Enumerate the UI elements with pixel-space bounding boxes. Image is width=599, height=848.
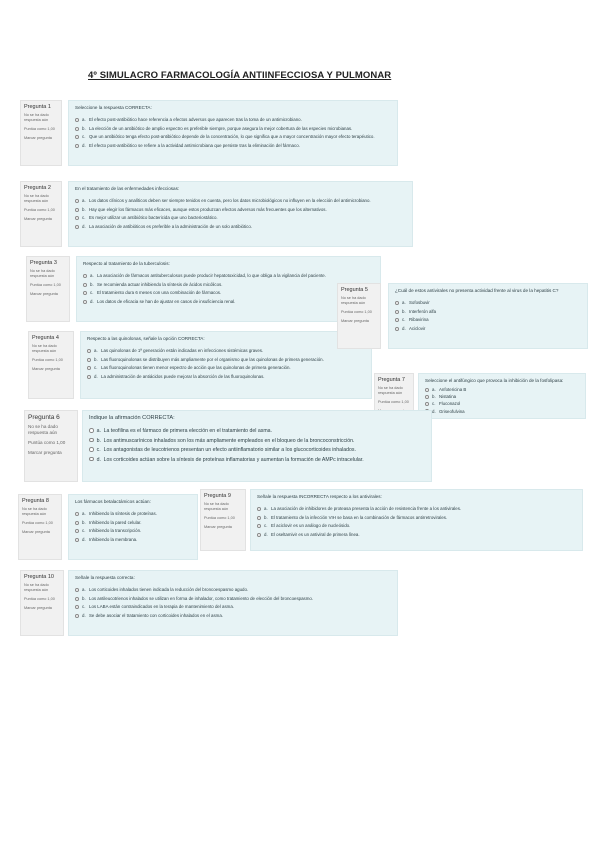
question-info (200, 489, 246, 551)
answer-option-a[interactable]: a. La asociación de inhibidores de proteasa presenta la acción de resistencia frente a los antivirales. (257, 505, 576, 514)
radio-button[interactable] (425, 388, 429, 392)
answer-option-b[interactable]: b. Las fluoroquinolonas se distribuyen más ampliamente por el organismo que las quinolonas de primera generación. (87, 356, 365, 365)
radio-button[interactable] (75, 529, 79, 533)
radio-button[interactable] (75, 521, 79, 525)
question-content (418, 373, 586, 419)
score-text: Puntúa como 1,00 (24, 208, 55, 212)
score-text: Puntúa como 1,00 (28, 440, 66, 445)
flag-question-button[interactable]: Marcar pregunta (24, 217, 52, 221)
question-prompt: Seleccione el antifúngico que provoca la inhibición de la fosfolipasa: (425, 378, 564, 383)
answer-option-c[interactable]: c. Inhibiendo la transcripción. (75, 527, 191, 536)
radio-button[interactable] (83, 283, 87, 287)
question-number: Pregunta 4 (32, 335, 59, 341)
answer-option-a[interactable]: a. Anfotericina B (425, 386, 579, 393)
radio-button[interactable] (75, 118, 79, 122)
question-content (250, 489, 583, 551)
question-prompt: Respecto al tratamiento de la tuberculosis: (83, 261, 170, 266)
question-content (68, 570, 398, 636)
answer-option-c[interactable]: c. Ribavirina (395, 316, 581, 325)
radio-button[interactable] (89, 428, 94, 433)
answer-status: No se ha dado respuesta aún (32, 344, 57, 353)
answer-option-d[interactable]: d. La administración de antiácidos puede mejorar la absorción de las fluoroquinolonas. (87, 373, 365, 382)
answer-option-a[interactable]: a. Inhibiendo la síntesis de proteínas. (75, 510, 191, 519)
flag-question-button[interactable]: Marcar pregunta (341, 319, 369, 323)
question-content (82, 410, 432, 482)
radio-button[interactable] (87, 358, 91, 362)
question-content (68, 494, 198, 560)
radio-button[interactable] (395, 310, 399, 314)
question-content (68, 100, 398, 166)
radio-button[interactable] (75, 605, 79, 609)
radio-button[interactable] (89, 438, 94, 443)
question-info (20, 100, 62, 166)
answer-option-c[interactable]: c. El aciclovir es un análogo de nucleósido. (257, 522, 576, 531)
radio-button[interactable] (395, 301, 399, 305)
question-prompt: Señale la respuesta correcta: (75, 575, 135, 580)
question-info (20, 570, 64, 636)
answer-status: No se ha dado respuesta aún (204, 502, 229, 511)
answer-status: No se ha dado respuesta aún (24, 583, 49, 592)
answer-option-b[interactable]: b. La elección de un antibiótico de amplio espectro es preferible siempre, porque asegura la mejor cobertura de las especies microbianas. (75, 125, 391, 134)
score-text: Puntúa como 1,00 (341, 310, 372, 314)
question-info (24, 410, 78, 482)
radio-button[interactable] (75, 512, 79, 516)
question-content (76, 256, 381, 322)
radio-button[interactable] (75, 144, 79, 148)
question-prompt: ¿Cuál de estos antivirales no presenta actividad frente al virus de la hepatitis C? (395, 288, 559, 293)
question-info (18, 494, 62, 560)
score-text: Puntúa como 1,00 (32, 358, 63, 362)
question-info (20, 181, 62, 247)
answer-option-d[interactable]: d. Griseofulvina (425, 408, 579, 415)
radio-button[interactable] (75, 199, 79, 203)
answer-option-c[interactable]: c. Los LABA están contraindicados en la terapia de mantenimiento del asma. (75, 603, 391, 612)
answer-option-c[interactable]: c. Es mejor utilizar un antibiótico bactericida que uno bacteriostático. (75, 214, 406, 223)
question-number: Pregunta 9 (204, 493, 231, 499)
answer-option-b[interactable]: b. Nistatina (425, 393, 579, 400)
radio-button[interactable] (75, 127, 79, 131)
question-number: Pregunta 5 (341, 287, 368, 293)
radio-button[interactable] (89, 447, 94, 452)
answer-option-a[interactable]: a. La teofilina es el fármaco de primera elección en el tratamiento del asma. (89, 427, 425, 437)
radio-button[interactable] (75, 208, 79, 212)
radio-button[interactable] (87, 366, 91, 370)
answer-option-b[interactable]: b. El tratamiento de la infección VIH se basa en la combinación de fármacos antirretrovirales. (257, 514, 576, 523)
answer-status: No se ha dado respuesta aún (24, 113, 49, 122)
answer-option-b[interactable]: b. Los antimuscarínicos inhalados son los más ampliamente empleados en el bloqueo de la broncoconstricción. (89, 437, 425, 447)
answer-option-c[interactable]: c. Los antagonistas de leucotrienos presentan un efecto antiinflamatorio similar a los glucocorticoides inhalados. (89, 446, 425, 456)
question-info (26, 256, 70, 322)
radio-button[interactable] (257, 507, 261, 511)
answer-status: No se ha dado respuesta aún (378, 386, 403, 395)
radio-button[interactable] (425, 395, 429, 399)
answer-status: No se ha dado respuesta aún (28, 424, 58, 435)
radio-button[interactable] (75, 216, 79, 220)
question-prompt: Indique la afirmación CORRECTA: (89, 415, 175, 421)
score-text: Puntúa como 1,00 (24, 127, 55, 131)
question-number: Pregunta 2 (24, 185, 51, 191)
answer-option-d[interactable]: d. Aciclovir (395, 325, 581, 334)
radio-button[interactable] (425, 402, 429, 406)
question-number: Pregunta 8 (22, 498, 49, 504)
answer-status: No se ha dado respuesta aún (30, 269, 55, 278)
radio-button[interactable] (83, 274, 87, 278)
radio-button[interactable] (75, 588, 79, 592)
question-number: Pregunta 7 (378, 377, 405, 383)
answer-status: No se ha dado respuesta aún (24, 194, 49, 203)
radio-button[interactable] (75, 597, 79, 601)
question-content (68, 181, 413, 247)
answer-option-b[interactable]: b. Se recomienda actuar inhibiendo la síntesis de ácidos micólicos. (83, 281, 374, 290)
answer-option-b[interactable]: b. Hay que elegir los fármacos más eficaces, aunque estos produzcan efectos adversos más frecuentes que los alternativos. (75, 206, 406, 215)
question-number: Pregunta 10 (24, 574, 54, 580)
answer-option-a[interactable]: a. Los datos clínicos y analíticos deben ser siempre tenidos en cuenta, pero los datos microbiológicos no influyen en la elección del antimicrobiano. (75, 197, 406, 206)
radio-button[interactable] (75, 614, 79, 618)
flag-question-button[interactable]: Marcar pregunta (28, 450, 62, 455)
question-content (80, 331, 372, 399)
radio-button[interactable] (87, 349, 91, 353)
radio-button[interactable] (395, 318, 399, 322)
radio-button[interactable] (89, 457, 94, 462)
answer-option-a[interactable]: a. Sofosbuvir (395, 299, 581, 308)
radio-button[interactable] (83, 300, 87, 304)
answer-option-d[interactable]: d. Los corticoides actúan sobre la síntesis de proteínas inflamatorias y aumentan la formación de AMPc intracelular. (89, 456, 425, 466)
question-number: Pregunta 6 (28, 414, 60, 421)
question-prompt: En el tratamiento de las enfermedades infecciosas: (75, 186, 180, 191)
answer-status: No se ha dado respuesta aún (22, 507, 47, 516)
flag-question-button[interactable]: Marcar pregunta (24, 136, 52, 140)
score-text: Puntúa como 1,00 (22, 521, 53, 525)
radio-button[interactable] (257, 524, 261, 528)
answer-option-b[interactable]: b. Inhibiendo la pared celular. (75, 519, 191, 528)
score-text: Puntúa como 1,00 (30, 283, 61, 287)
answer-option-c[interactable]: c. Fluconazol (425, 400, 579, 407)
radio-button[interactable] (75, 225, 79, 229)
flag-question-button[interactable]: Marcar pregunta (32, 367, 60, 371)
answer-option-d[interactable]: d. Inhibiendo la membrana. (75, 536, 191, 545)
radio-button[interactable] (87, 375, 91, 379)
question-info (337, 283, 381, 349)
radio-button[interactable] (257, 516, 261, 520)
answer-option-b[interactable]: b. Interferón alfa (395, 308, 581, 317)
answer-option-a[interactable]: a. Las quinolonas de 1ª generación están indicadas en infecciones sistémicas graves. (87, 347, 365, 356)
score-text: Puntúa como 1,00 (24, 597, 55, 601)
question-number: Pregunta 1 (24, 104, 51, 110)
question-prompt: Los fármacos betalactámicos actúan: (75, 499, 151, 504)
answer-option-b[interactable]: b. Los antileucotrienos inhalados se utilizan en forma de inhalador, como tratamiento de elección del broncoespasmo. (75, 595, 391, 604)
answer-option-c[interactable]: c. Las fluoroquinolonas tienen menor espectro de acción que las quinolonas de primera generación. (87, 364, 365, 373)
score-text: Puntúa como 1,00 (378, 400, 409, 404)
answer-option-d[interactable]: d. La asociación de antibióticos es preferible a la administración de un solo antibiótico. (75, 223, 406, 232)
question-prompt: Seleccione la respuesta CORRECTA: (75, 105, 152, 110)
answer-option-d[interactable]: d. Se debe asociar el tratamiento con corticoides inhalados en el asma. (75, 612, 391, 621)
radio-button[interactable] (257, 533, 261, 537)
answer-option-d[interactable]: d. El efecto post-antibiótico se refiere a la actividad antimicrobiana que persiste tras la eliminación del fármaco. (75, 142, 391, 151)
radio-button[interactable] (75, 538, 79, 542)
flag-question-button[interactable]: Marcar pregunta (24, 606, 52, 610)
radio-button[interactable] (395, 327, 399, 331)
answer-status: No se ha dado respuesta aún (341, 296, 366, 305)
question-info (28, 331, 74, 399)
question-prompt: Señale la respuesta INCORRECTA respecto a los antivirales: (257, 494, 382, 499)
answer-option-d[interactable]: d. Los datos de eficacia se han de ajustar en casos de insuficiencia renal. (83, 298, 374, 307)
answer-option-c[interactable]: c. El tratamiento dura 6 meses con una combinación de fármacos. (83, 289, 374, 298)
answer-option-a[interactable]: a. La asociación de fármacos antituberculosos puede producir hepatotoxicidad, lo que obliga a la vigilancia del paciente. (83, 272, 374, 281)
flag-question-button[interactable]: Marcar pregunta (22, 530, 50, 534)
flag-question-button[interactable]: Marcar pregunta (204, 525, 232, 529)
answer-option-a[interactable]: a. El efecto post-antibiótico hace referencia a efectos adversos que aparecen tras la toma de un antimicrobiano. (75, 116, 391, 125)
radio-button[interactable] (75, 135, 79, 139)
question-number: Pregunta 3 (30, 260, 57, 266)
answer-option-c[interactable]: c. Que un antibiótico tenga efecto post-antibiótico depende de la concentración, lo que significa que a mayor concentración mayor efecto terapéutico. (75, 133, 391, 142)
answer-option-d[interactable]: d. El oseltamivir es un antiviral de primera línea. (257, 531, 576, 540)
page-title: 4º SIMULACRO FARMACOLOGÍA ANTIINFECCIOSA Y PULMONAR (88, 70, 392, 81)
question-prompt: Respecto a las quinolonas, señale la opción CORRECTA: (87, 336, 205, 341)
score-text: Puntúa como 1,00 (204, 516, 235, 520)
flag-question-button[interactable]: Marcar pregunta (30, 292, 58, 296)
question-content (388, 283, 588, 349)
answer-option-a[interactable]: a. Los corticoides inhalados tienen indicada la reducción del broncoespasmo agudo. (75, 586, 391, 595)
radio-button[interactable] (83, 291, 87, 295)
